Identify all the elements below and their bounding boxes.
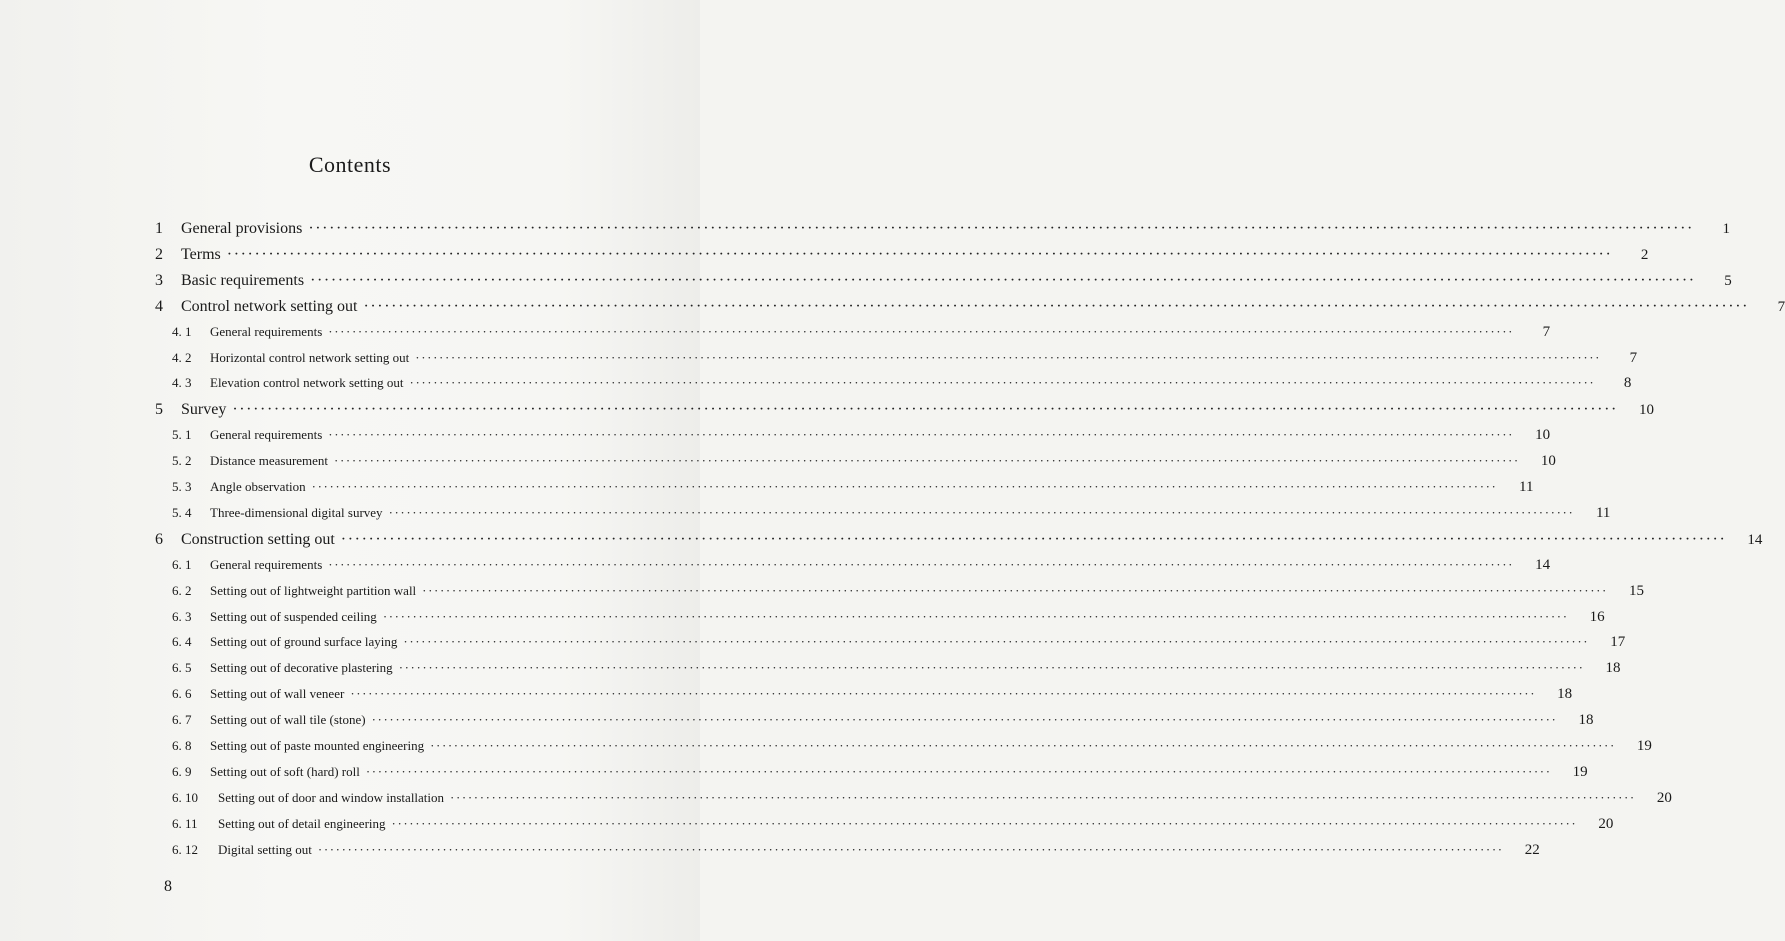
toc-dot-leader: ········································································································································································································ bbox=[317, 841, 1504, 857]
toc-entry-page: 22 bbox=[1524, 841, 1540, 858]
toc-entry-page: 2 bbox=[1640, 246, 1649, 263]
page-title: Contents bbox=[308, 152, 392, 177]
toc-entry-title: Setting out of paste mounted engineering bbox=[210, 738, 425, 753]
toc-entry-number: 6 bbox=[155, 530, 163, 548]
toc-entry-title: Elevation control network setting out bbox=[210, 375, 404, 391]
toc-entry-title: Angle observation bbox=[210, 479, 306, 494]
toc-dot-leader: ········································································································································································································ bbox=[308, 220, 1694, 237]
toc-dot-leader: ········································································································································································································ bbox=[365, 763, 1552, 779]
toc-entry-title: Terms bbox=[181, 245, 221, 263]
toc-entry-title: Control network setting out bbox=[181, 297, 358, 315]
toc-section-row[interactable] bbox=[0, 738, 1652, 755]
toc-dot-leader: ········································································································································································································ bbox=[328, 556, 1515, 572]
toc-dot-leader: ········································································································································································································ bbox=[340, 530, 1727, 548]
toc-entry-title: Survey bbox=[181, 401, 227, 419]
toc-section-row[interactable] bbox=[0, 556, 1551, 574]
toc-entry-page: 7 bbox=[1777, 298, 1785, 315]
toc-dot-leader: ········································································································································································································ bbox=[232, 401, 1618, 419]
toc-dot-leader: ········································································································································································································ bbox=[388, 504, 1575, 520]
toc-section-row[interactable] bbox=[0, 815, 1614, 833]
toc-entry-page: 17 bbox=[1610, 634, 1626, 651]
toc-chapter-row[interactable] bbox=[0, 530, 1763, 549]
toc-chapter-row[interactable] bbox=[0, 245, 1649, 264]
toc-entry-number: 1 bbox=[155, 220, 163, 237]
toc-section-row[interactable] bbox=[0, 686, 1573, 703]
toc-entry-title: Distance measurement bbox=[210, 453, 329, 469]
toc-entry-page: 18 bbox=[1557, 686, 1573, 703]
toc-dot-leader: ········································································································································································································ bbox=[415, 349, 1602, 365]
toc-chapter-row[interactable] bbox=[0, 271, 1732, 290]
toc-entry-title: Setting out of wall veneer bbox=[210, 686, 345, 702]
toc-section-row[interactable] bbox=[0, 608, 1605, 626]
toc-section-row[interactable] bbox=[0, 582, 1644, 600]
toc-section-row[interactable] bbox=[0, 660, 1621, 677]
toc-dot-leader: ········································································································································································································ bbox=[371, 712, 1558, 728]
toc-entry-page: 16 bbox=[1589, 608, 1605, 625]
toc-section-row[interactable] bbox=[0, 427, 1551, 444]
toc-dot-leader: ········································································································································································································ bbox=[328, 427, 1515, 443]
toc-dot-leader: ········································································································································································································ bbox=[391, 815, 1578, 831]
toc-entry-number: 3 bbox=[155, 271, 163, 289]
toc-entry-page: 8 bbox=[1623, 375, 1632, 392]
toc-section-row[interactable] bbox=[0, 479, 1534, 496]
toc-entry-page: 14 bbox=[1747, 531, 1763, 548]
toc-dot-leader: ········································································································································································································ bbox=[226, 245, 1613, 263]
toc-entry-number: 6. 7 bbox=[172, 712, 192, 728]
toc-entry-number: 6. 10 bbox=[172, 789, 198, 805]
toc-entry-title: Setting out of door and window installation bbox=[218, 789, 445, 805]
toc-entry-title: Setting out of soft (hard) roll bbox=[210, 763, 360, 779]
toc-entry-page: 15 bbox=[1629, 582, 1644, 599]
toc-entry-title: Horizontal control network setting out bbox=[210, 349, 410, 365]
toc-section-row[interactable] bbox=[0, 375, 1632, 392]
toc-entry-page: 19 bbox=[1572, 763, 1588, 780]
toc-entry-title: General requirements bbox=[210, 323, 323, 339]
toc-entry-page: 20 bbox=[1598, 815, 1614, 832]
toc-entry-number: 6. 1 bbox=[172, 556, 192, 572]
toc-dot-leader: ········································································································································································································ bbox=[409, 375, 1596, 391]
toc-entry-title: Setting out of suspended ceiling bbox=[210, 608, 377, 624]
toc-entry-page: 19 bbox=[1636, 738, 1652, 754]
toc-dot-leader: ········································································································································································································ bbox=[334, 453, 1520, 469]
toc-entry-title: Setting out of lightweight partition wall bbox=[210, 582, 417, 598]
toc-entry-number: 4 bbox=[155, 297, 163, 315]
toc-entry-page: 7 bbox=[1542, 323, 1551, 340]
toc-dot-leader: ········································································································································································································ bbox=[398, 660, 1585, 676]
toc-entry-number: 5. 1 bbox=[172, 427, 192, 443]
toc-dot-leader: ········································································································································································································ bbox=[350, 686, 1537, 702]
toc-entry-number: 6. 11 bbox=[172, 815, 198, 831]
toc-chapter-row[interactable] bbox=[0, 297, 1785, 316]
toc-dot-leader: ········································································································································································································ bbox=[430, 738, 1616, 753]
toc-dot-leader: ········································································································································································································ bbox=[310, 271, 1696, 289]
toc-entry-page: 14 bbox=[1535, 556, 1551, 573]
toc-entry-number: 6. 4 bbox=[172, 634, 192, 650]
toc-section-row[interactable] bbox=[0, 453, 1556, 470]
toc-section-row[interactable] bbox=[0, 763, 1588, 781]
toc-entry-number: 5. 2 bbox=[172, 453, 192, 469]
toc-entry-number: 4. 1 bbox=[172, 323, 192, 339]
toc-entry-number: 6. 12 bbox=[172, 841, 198, 857]
toc-section-row[interactable] bbox=[0, 789, 1672, 807]
toc-entry-title: Basic requirements bbox=[181, 271, 305, 289]
toc-entry-number: 5 bbox=[155, 401, 163, 419]
toc-dot-leader: ········································································································································································································ bbox=[450, 789, 1636, 805]
toc-section-row[interactable] bbox=[0, 504, 1611, 522]
toc-entry-page: 7 bbox=[1629, 349, 1638, 366]
toc-entry-page: 5 bbox=[1724, 272, 1732, 289]
toc-entry-number: 6. 8 bbox=[172, 738, 192, 753]
toc-entry-title: General provisions bbox=[181, 220, 303, 237]
page-number: 8 bbox=[164, 878, 172, 895]
toc-entry-number: 6. 3 bbox=[172, 608, 192, 624]
toc-entry-number: 6. 5 bbox=[172, 660, 192, 676]
toc-chapter-row[interactable] bbox=[0, 220, 1730, 238]
toc-dot-leader: ········································································································································································································ bbox=[363, 297, 1750, 315]
toc-entry-title: Setting out of detail engineering bbox=[218, 815, 386, 831]
toc-entry-page: 10 bbox=[1535, 427, 1551, 444]
toc-entry-page: 18 bbox=[1605, 660, 1621, 677]
toc-entry-number: 5. 3 bbox=[172, 479, 192, 494]
toc-section-row[interactable] bbox=[0, 323, 1551, 341]
toc-entry-number: 5. 4 bbox=[172, 504, 192, 520]
toc-entry-title: General requirements bbox=[210, 556, 323, 572]
toc-entry-number: 6. 2 bbox=[172, 582, 192, 598]
toc-entry-title: Setting out of decorative plastering bbox=[210, 660, 393, 676]
toc-section-row[interactable] bbox=[0, 634, 1626, 651]
toc-entry-page: 11 bbox=[1595, 504, 1611, 521]
toc-section-row[interactable] bbox=[0, 841, 1540, 859]
toc-entry-title: Three-dimensional digital survey bbox=[210, 504, 383, 520]
toc-entry-number: 6. 6 bbox=[172, 686, 192, 702]
toc-entry-number: 4. 3 bbox=[172, 375, 192, 391]
toc-entry-page: 18 bbox=[1578, 712, 1594, 729]
toc-dot-leader: ········································································································································································································ bbox=[403, 634, 1590, 650]
toc-entry-title: Digital setting out bbox=[218, 841, 312, 857]
toc-entry-number: 4. 2 bbox=[172, 349, 192, 365]
toc-dot-leader: ········································································································································································································ bbox=[382, 608, 1569, 624]
toc-entry-title: Setting out of ground surface laying bbox=[210, 634, 398, 650]
toc-entry-number: 6. 9 bbox=[172, 763, 192, 779]
toc-dot-leader: ········································································································································································································ bbox=[311, 479, 1498, 494]
toc-section-row[interactable] bbox=[0, 712, 1594, 729]
toc-entry-page: 1 bbox=[1722, 221, 1730, 237]
toc-section-row[interactable] bbox=[0, 349, 1638, 367]
toc-dot-leader: ········································································································································································································ bbox=[328, 323, 1515, 339]
toc-entry-page: 10 bbox=[1540, 453, 1556, 470]
toc-entry-page: 11 bbox=[1519, 479, 1534, 495]
toc-entry-page: 20 bbox=[1656, 789, 1672, 806]
toc-dot-leader: ········································································································································································································ bbox=[422, 582, 1608, 598]
toc-entry-title: Setting out of wall tile (stone) bbox=[210, 712, 366, 728]
toc-entry-number: 2 bbox=[155, 245, 163, 263]
toc-chapter-row[interactable] bbox=[0, 401, 1654, 419]
toc-entry-title: Construction setting out bbox=[181, 530, 335, 548]
toc-entry-page: 10 bbox=[1638, 402, 1654, 419]
toc-entry-title: General requirements bbox=[210, 427, 323, 443]
